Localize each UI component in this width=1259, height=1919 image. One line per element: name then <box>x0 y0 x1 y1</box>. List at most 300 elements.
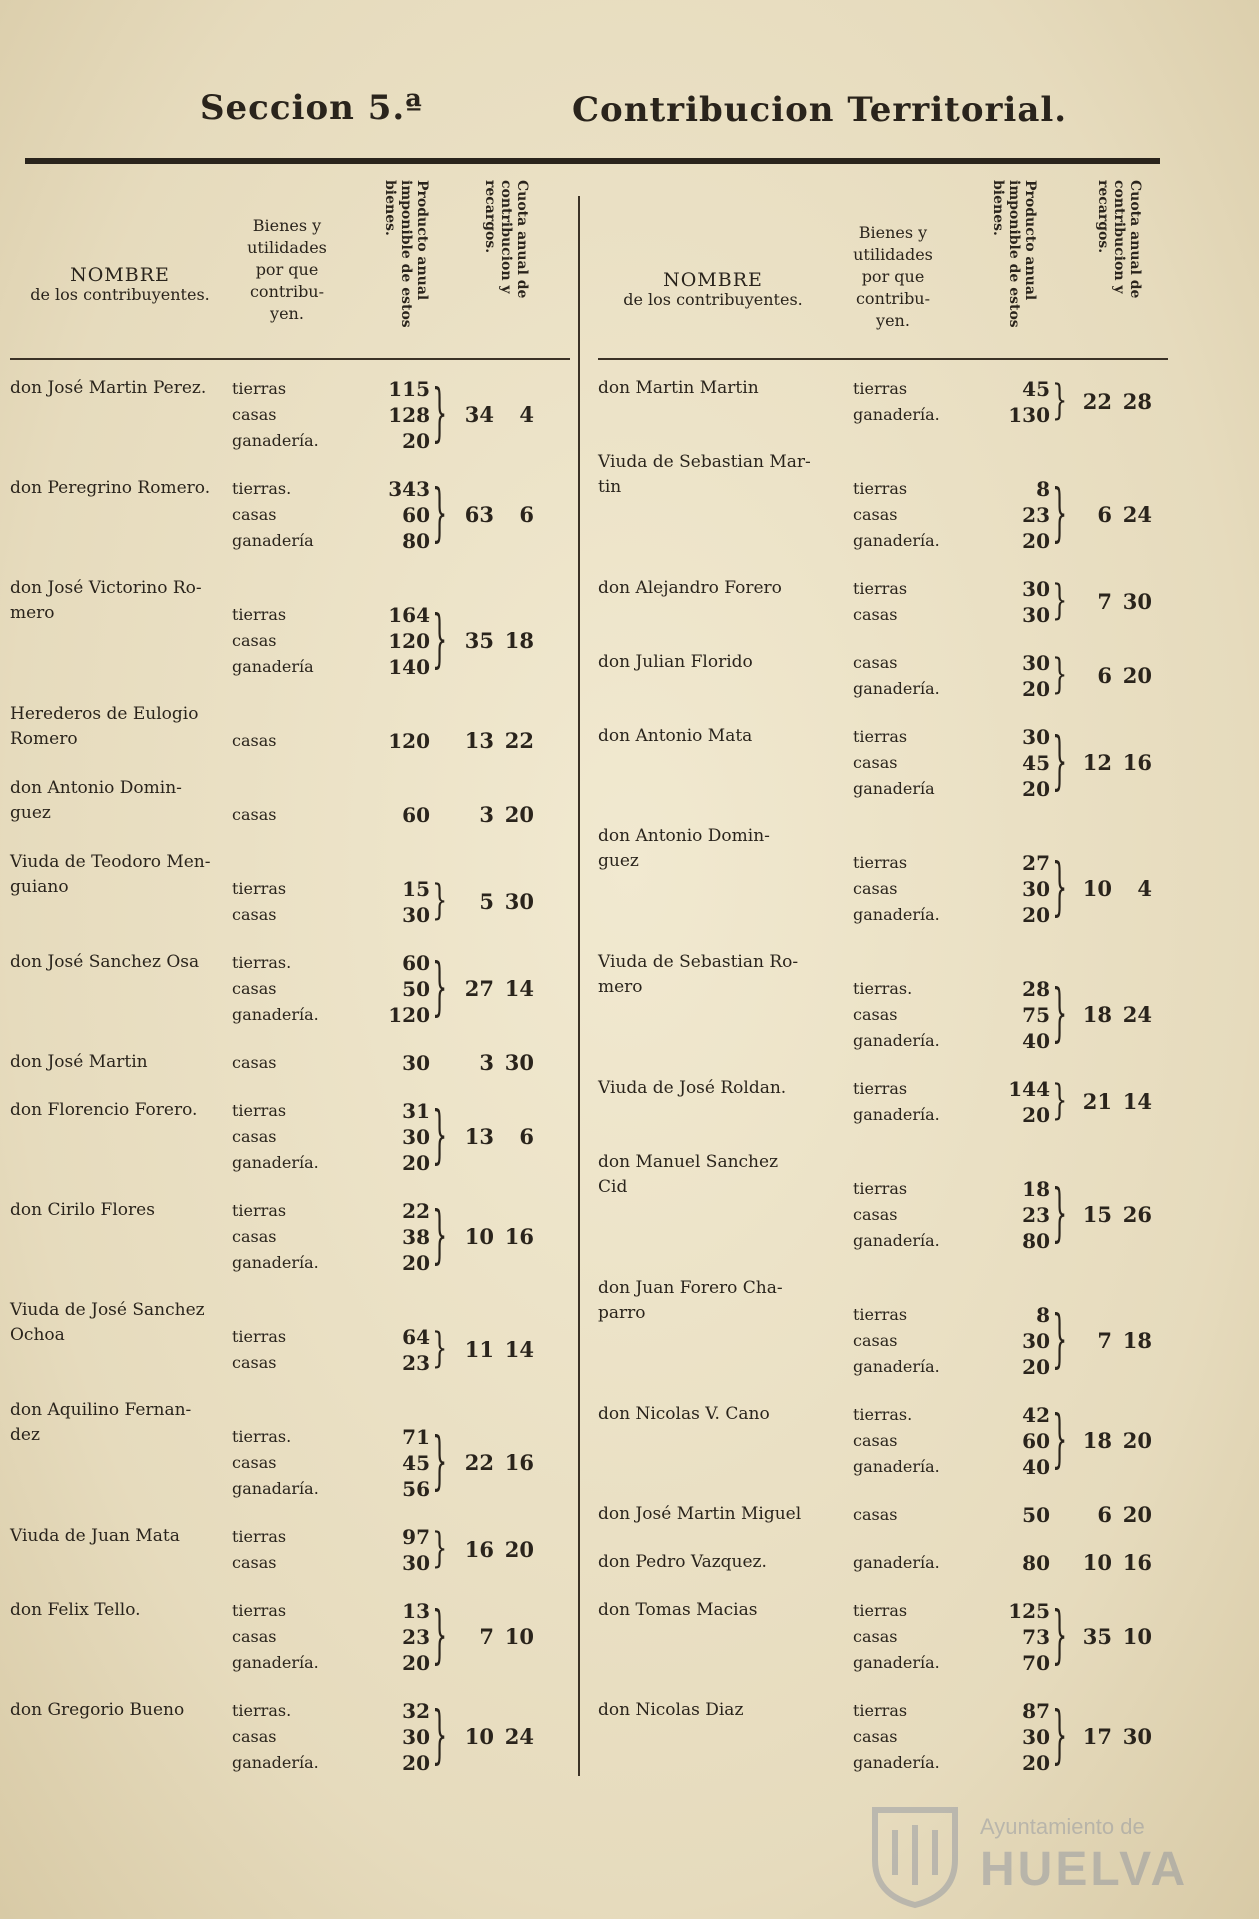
property-item <box>853 1102 1050 1128</box>
property-type: ganadería. <box>853 905 940 924</box>
property-type: casas <box>232 805 277 824</box>
property-type: casas <box>853 1005 898 1024</box>
quota-fraction: 30 <box>504 889 534 914</box>
contributor-name-line: don Manuel Sanchez <box>598 1152 779 1172</box>
annual-product-value: 144 <box>1008 1077 1050 1101</box>
brace-glyph: } <box>1052 1402 1068 1476</box>
property-item <box>232 1450 430 1476</box>
contributor-name <box>10 376 206 401</box>
contributor-name <box>10 1398 191 1448</box>
annual-product-value: 20 <box>402 1151 430 1175</box>
quota-units: 5 <box>479 889 494 914</box>
property-item <box>232 728 430 754</box>
property-list <box>853 1698 1050 1776</box>
property-list <box>853 476 1050 554</box>
quota-units: 18 <box>1082 1002 1112 1027</box>
contributor-name <box>598 376 759 401</box>
quota-fraction: 16 <box>1122 750 1152 775</box>
header-cuota: Cuota anual de contribucion y recargos. <box>482 180 530 299</box>
contributor-name-line: don Felix Tello. <box>10 1600 141 1620</box>
property-list <box>232 1424 430 1502</box>
property-item <box>853 676 1050 702</box>
property-item <box>232 1598 430 1624</box>
quota-fraction: 30 <box>1122 589 1152 614</box>
property-item <box>853 1698 1050 1724</box>
annual-product-value: 8 <box>1036 477 1050 501</box>
contributor-entry <box>598 1598 1168 1676</box>
property-item <box>232 1324 430 1350</box>
property-item <box>853 476 1050 502</box>
contributor-name-line: Viuda de Sebastian Mar- <box>598 452 811 472</box>
property-item <box>232 1350 430 1376</box>
property-type: ganadería. <box>853 1105 940 1124</box>
contributor-name-line: don Julian Florido <box>598 652 753 672</box>
property-item <box>232 376 430 402</box>
property-type: casas <box>853 1331 898 1350</box>
annual-product-value: 140 <box>388 655 430 679</box>
property-item <box>853 976 1050 1002</box>
quota-fraction: 24 <box>504 1724 534 1749</box>
property-item <box>232 902 430 928</box>
property-type: ganadería <box>232 657 314 676</box>
annual-product-value: 30 <box>1022 603 1050 627</box>
quota-units: 21 <box>1082 1089 1112 1114</box>
annual-product-value: 23 <box>402 1351 430 1375</box>
property-item <box>853 724 1050 750</box>
annual-product-value: 30 <box>1022 1329 1050 1353</box>
property-type: tierras. <box>232 953 292 972</box>
property-item <box>853 576 1050 602</box>
property-item <box>853 750 1050 776</box>
annual-product-value: 31 <box>402 1099 430 1123</box>
quota-fraction: 20 <box>1122 1428 1152 1453</box>
property-type: casas <box>232 405 277 424</box>
contributor-name-line: dez <box>10 1425 40 1445</box>
property-type: ganadería. <box>232 1153 319 1172</box>
contributor-name-line: don José Martin Miguel <box>598 1504 802 1524</box>
annual-product-value: 30 <box>1022 877 1050 901</box>
annual-product-value: 56 <box>402 1477 430 1501</box>
property-item <box>853 1028 1050 1054</box>
quota-units: 10 <box>1082 1550 1112 1575</box>
contributor-name-line: don Nicolas Diaz <box>598 1700 744 1720</box>
brace-glyph: } <box>432 1698 448 1772</box>
quota-units: 7 <box>1097 1328 1112 1353</box>
annual-product-value: 60 <box>402 503 430 527</box>
property-type: tierras <box>853 379 908 398</box>
property-item <box>853 528 1050 554</box>
property-type: tierras <box>232 1601 287 1620</box>
contributor-entry <box>10 1524 570 1576</box>
property-item <box>853 376 1050 402</box>
annual-product-value: 30 <box>402 1051 430 1075</box>
contributor-name <box>10 1598 141 1623</box>
quota-units: 11 <box>464 1337 494 1362</box>
property-type: casas <box>853 879 898 898</box>
property-item <box>232 1124 430 1150</box>
property-item <box>853 1502 1050 1528</box>
quota-units: 35 <box>464 628 494 653</box>
property-list <box>853 1076 1050 1128</box>
annual-product-value: 38 <box>402 1225 430 1249</box>
annual-product-value: 20 <box>402 1251 430 1275</box>
contributor-name-line: guez <box>10 803 51 823</box>
contributor-name <box>10 1050 148 1075</box>
property-list <box>232 376 430 454</box>
property-type: ganadería. <box>232 1253 319 1272</box>
property-type: tierras <box>232 605 287 624</box>
quota-fraction: 10 <box>1122 1624 1152 1649</box>
property-type: ganadería. <box>232 1653 319 1672</box>
brace-glyph: } <box>432 602 448 676</box>
contributor-name-line: don Antonio Domin- <box>10 778 182 798</box>
property-type: tierras <box>853 853 908 872</box>
property-list <box>232 876 430 928</box>
annual-product-value: 87 <box>1022 1699 1050 1723</box>
brace-glyph: } <box>432 476 448 550</box>
contributor-name-line: don Antonio Domin- <box>598 826 770 846</box>
quota-fraction: 4 <box>1137 876 1152 901</box>
property-item <box>232 502 430 528</box>
brace-glyph: } <box>1052 1176 1068 1250</box>
property-list <box>853 376 1050 428</box>
contributor-name <box>10 1198 155 1223</box>
property-item <box>232 1650 430 1676</box>
quota-fraction: 14 <box>504 976 534 1001</box>
property-type: casas <box>232 979 277 998</box>
contributor-entry <box>598 1076 1168 1128</box>
contributor-name <box>598 650 753 675</box>
annual-product-value: 15 <box>402 877 430 901</box>
header-nombre: NOMBRE de los contribuyentes. <box>623 269 803 309</box>
quota-fraction: 30 <box>504 1050 534 1075</box>
annual-product-value: 60 <box>1022 1429 1050 1453</box>
property-item <box>232 628 430 654</box>
contributor-name-line: don Antonio Mata <box>598 726 753 746</box>
property-list <box>853 1502 1050 1528</box>
property-type: casas <box>853 1205 898 1224</box>
quota-units: 13 <box>464 728 494 753</box>
quota-units: 12 <box>1082 750 1112 775</box>
property-item <box>853 1354 1050 1380</box>
property-type: casas <box>853 605 898 624</box>
property-type: tierras <box>853 479 908 498</box>
property-list <box>232 950 430 1028</box>
property-item <box>232 528 430 554</box>
property-item <box>853 1002 1050 1028</box>
quota-fraction: 4 <box>519 402 534 427</box>
quota-units: 35 <box>1082 1624 1112 1649</box>
property-item <box>232 1424 430 1450</box>
annual-product-value: 120 <box>388 1003 430 1027</box>
annual-product-value: 20 <box>1022 1355 1050 1379</box>
property-type: tierras. <box>232 1427 292 1446</box>
brace-glyph: } <box>1052 575 1068 625</box>
property-type: ganadería. <box>232 431 319 450</box>
property-type: tierras. <box>232 479 292 498</box>
property-type: casas <box>853 753 898 772</box>
property-type: tierras <box>232 379 287 398</box>
property-type: ganadería. <box>853 1553 940 1572</box>
annual-product-value: 18 <box>1022 1177 1050 1201</box>
contributor-entry <box>10 576 570 680</box>
quota-fraction: 18 <box>504 628 534 653</box>
property-list <box>853 1598 1050 1676</box>
contributor-entry <box>598 724 1168 802</box>
annual-product-value: 40 <box>1022 1029 1050 1053</box>
contributor-entry <box>598 1502 1168 1528</box>
property-item <box>232 802 430 828</box>
property-item <box>853 1724 1050 1750</box>
right-column <box>598 170 1168 1775</box>
contributor-name-line: don José Martin Perez. <box>10 378 207 398</box>
brace-glyph: } <box>1052 1075 1068 1125</box>
quota-fraction: 24 <box>1122 1002 1152 1027</box>
property-type: casas <box>232 1553 277 1572</box>
contributor-entry <box>10 1098 570 1176</box>
property-list <box>232 1050 430 1076</box>
section-number: Seccion 5.ª <box>200 88 423 128</box>
contributor-name-line: tin <box>598 477 622 497</box>
quota-units: 6 <box>1097 1502 1112 1527</box>
annual-product-value: 20 <box>402 1751 430 1775</box>
annual-product-value: 32 <box>402 1699 430 1723</box>
brace-glyph: } <box>432 1523 448 1573</box>
quota-units: 6 <box>1097 663 1112 688</box>
contributor-name <box>10 1298 205 1348</box>
annual-product-value: 50 <box>1022 1503 1050 1527</box>
contributor-name-line: don José Victorino Ro- <box>10 578 202 598</box>
annual-product-value: 71 <box>402 1425 430 1449</box>
quota-fraction: 6 <box>519 502 534 527</box>
quota-units: 22 <box>464 1450 494 1475</box>
annual-product-value: 30 <box>1022 725 1050 749</box>
ayuntamiento-watermark <box>850 1800 1190 1910</box>
property-type: casas <box>232 905 277 924</box>
quota-units: 27 <box>464 976 494 1001</box>
quota-units: 34 <box>464 402 494 427</box>
property-type: tierras <box>853 1601 908 1620</box>
property-type: casas <box>853 1727 898 1746</box>
annual-product-value: 80 <box>402 529 430 553</box>
property-type: tierras <box>853 727 908 746</box>
quota-units: 16 <box>464 1537 494 1562</box>
contributor-name-line: Romero <box>10 729 78 749</box>
quota-units: 17 <box>1082 1724 1112 1749</box>
property-type: ganadería <box>232 531 314 550</box>
annual-product-value: 30 <box>1022 577 1050 601</box>
property-item <box>232 1624 430 1650</box>
annual-product-value: 120 <box>388 629 430 653</box>
property-type: tierras <box>853 1079 908 1098</box>
property-item <box>232 654 430 680</box>
contributor-name <box>598 724 752 749</box>
property-item <box>232 1550 430 1576</box>
contributor-name <box>10 476 210 501</box>
annual-product-value: 130 <box>1008 403 1050 427</box>
header-cuota: Cuota anual de contribucion y recargos. <box>1095 180 1143 299</box>
contributor-name-line: don Peregrino Romero. <box>10 478 211 498</box>
property-list <box>853 976 1050 1054</box>
property-item <box>853 1402 1050 1428</box>
annual-product-value: 30 <box>402 1551 430 1575</box>
property-list <box>853 1402 1050 1480</box>
contributor-name-line: don Aquilino Fernan- <box>10 1400 192 1420</box>
annual-product-value: 23 <box>402 1625 430 1649</box>
annual-product-value: 73 <box>1022 1625 1050 1649</box>
property-type: tierras <box>853 1179 908 1198</box>
quota-fraction: 6 <box>519 1124 534 1149</box>
property-item <box>853 876 1050 902</box>
property-list <box>232 1324 430 1376</box>
annual-product-value: 23 <box>1022 1203 1050 1227</box>
property-item <box>232 876 430 902</box>
annual-product-value: 28 <box>1022 977 1050 1001</box>
annual-product-value: 164 <box>388 603 430 627</box>
annual-product-value: 20 <box>1022 1751 1050 1775</box>
annual-product-value: 8 <box>1036 1303 1050 1327</box>
quota-units: 63 <box>464 502 494 527</box>
contributor-name-line: don Tomas Macias <box>598 1600 758 1620</box>
contributor-entry <box>598 1698 1168 1776</box>
contributor-entry <box>598 1276 1168 1380</box>
property-type: ganadería. <box>853 1653 940 1672</box>
quota-fraction: 16 <box>504 1450 534 1475</box>
watermark-line-1: Ayuntamiento de <box>980 1814 1145 1839</box>
property-list <box>232 476 430 554</box>
contributor-name-line: Viuda de Sebastian Ro- <box>598 952 799 972</box>
header-rule <box>25 158 1160 164</box>
property-type: casas <box>853 1431 898 1450</box>
property-type: casas <box>232 1227 277 1246</box>
quota-units: 6 <box>1097 502 1112 527</box>
property-item <box>232 1250 430 1276</box>
annual-product-value: 120 <box>388 729 430 753</box>
contributor-name <box>598 950 798 1000</box>
contributor-name-line: guez <box>598 851 639 871</box>
property-item <box>232 1224 430 1250</box>
header-nombre: NOMBRE de los contribuyentes. <box>30 264 210 304</box>
quota-fraction: 26 <box>1122 1202 1152 1227</box>
property-list <box>853 1302 1050 1380</box>
header-producto: Producto anual imponible de estos bienes. <box>990 180 1038 328</box>
contributor-name-line: Viuda de Juan Mata <box>10 1526 180 1546</box>
property-type: tierras. <box>853 979 913 998</box>
quota-units: 7 <box>479 1624 494 1649</box>
property-type: tierras <box>232 1327 287 1346</box>
quota-fraction: 10 <box>504 1624 534 1649</box>
property-type: tierras <box>232 1201 287 1220</box>
contributor-entry <box>10 1598 570 1676</box>
quota-fraction: 20 <box>1122 1502 1152 1527</box>
contributor-entry <box>10 1298 570 1376</box>
quota-fraction: 22 <box>504 728 534 753</box>
quota-units: 15 <box>1082 1202 1112 1227</box>
quota-units: 10 <box>464 1724 494 1749</box>
contributor-name-line: don Florencio Forero. <box>10 1100 198 1120</box>
property-list <box>853 1176 1050 1254</box>
contributor-entry <box>598 450 1168 554</box>
property-type: ganadería. <box>853 1457 940 1476</box>
contributor-name-line: don José Martin <box>10 1052 148 1072</box>
brace-glyph: } <box>1052 476 1068 550</box>
property-type: ganadería. <box>853 1753 940 1772</box>
annual-product-value: 125 <box>1008 1599 1050 1623</box>
annual-product-value: 30 <box>402 1725 430 1749</box>
contributor-entry <box>10 1198 570 1276</box>
property-item <box>232 1476 430 1502</box>
contributor-name-line: Cid <box>598 1177 628 1197</box>
annual-product-value: 30 <box>1022 1725 1050 1749</box>
brace-glyph: } <box>432 376 448 450</box>
property-item <box>853 402 1050 428</box>
property-type: casas <box>853 1627 898 1646</box>
property-list <box>853 850 1050 928</box>
property-list <box>232 1198 430 1276</box>
property-item <box>853 1454 1050 1480</box>
property-item <box>232 1724 430 1750</box>
brace-glyph: } <box>432 1424 448 1498</box>
annual-product-value: 75 <box>1022 1003 1050 1027</box>
contributor-name-line: mero <box>598 977 643 997</box>
watermark-line-2: HUELVA <box>980 1843 1189 1896</box>
left-column <box>10 170 570 1775</box>
annual-product-value: 20 <box>1022 1103 1050 1127</box>
property-list <box>853 1550 1050 1576</box>
contributor-name-line: don Nicolas V. Cano <box>598 1404 770 1424</box>
annual-product-value: 70 <box>1022 1651 1050 1675</box>
annual-product-value: 30 <box>402 1125 430 1149</box>
page-title: Contribucion Territorial. <box>572 90 1068 130</box>
contributor-entry <box>10 1050 570 1076</box>
property-type: ganadería. <box>853 405 940 424</box>
contributor-name <box>10 850 211 900</box>
contributor-entry <box>598 950 1168 1054</box>
annual-product-value: 115 <box>388 377 430 401</box>
annual-product-value: 20 <box>402 429 430 453</box>
brace-glyph: } <box>432 950 448 1024</box>
property-type: tierras. <box>232 1701 292 1720</box>
annual-product-value: 45 <box>1022 751 1050 775</box>
property-item <box>853 602 1050 628</box>
contributor-entry <box>10 476 570 554</box>
property-item <box>853 1202 1050 1228</box>
property-item <box>853 1076 1050 1102</box>
contributor-name-line: don Juan Forero Cha- <box>598 1278 783 1298</box>
property-type: casas <box>232 1127 277 1146</box>
contributor-name-line: Viuda de José Sanchez <box>10 1300 205 1320</box>
annual-product-value: 64 <box>402 1325 430 1349</box>
contributor-name-line: mero <box>10 603 55 623</box>
annual-product-value: 20 <box>1022 529 1050 553</box>
property-item <box>853 850 1050 876</box>
property-item <box>853 1176 1050 1202</box>
brace-glyph: } <box>432 1598 448 1672</box>
contributor-name <box>598 1550 767 1575</box>
contributor-entry <box>598 824 1168 928</box>
property-item <box>232 476 430 502</box>
property-list <box>232 1698 430 1776</box>
contributor-name <box>598 1502 801 1527</box>
contributor-name <box>598 1698 743 1723</box>
annual-product-value: 27 <box>1022 851 1050 875</box>
property-item <box>232 402 430 428</box>
quota-fraction: 14 <box>1122 1089 1152 1114</box>
brace-glyph: } <box>1052 375 1068 425</box>
property-type: tierras <box>853 1701 908 1720</box>
property-item <box>232 1002 430 1028</box>
brace-glyph: } <box>432 875 448 925</box>
